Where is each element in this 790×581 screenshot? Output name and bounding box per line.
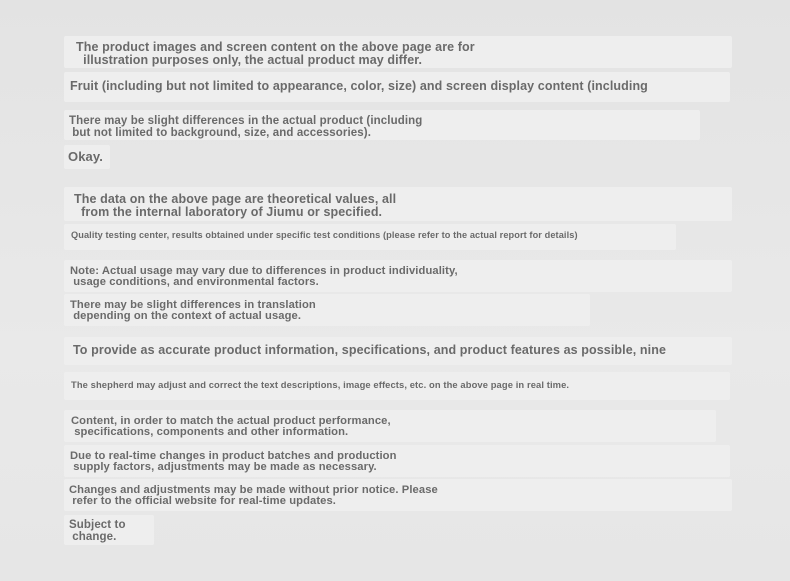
notice-images-illustration: The product images and screen content on the above page are for illustration purposes only, the actual product may differ. xyxy=(76,40,475,67)
notice-fruit-appearance: Fruit (including but not limited to appearance, color, size) and screen display content (including xyxy=(70,79,648,93)
notice-without-notice: Changes and adjustments may be made without prior notice. Please refer to the official website for real-time updates. xyxy=(69,484,438,508)
notice-translation: There may be slight differences in translation depending on the context of actual usage. xyxy=(70,299,316,323)
notice-accurate-info: To provide as accurate product information, specifications, and product features as possible, nine xyxy=(73,343,667,357)
notice-batch-changes: Due to real-time changes in product batches and production supply factors, adjustments may be made as necessary. xyxy=(70,450,397,474)
notice-slight-differences: There may be slight differences in the actual product (including but not limited to background, size, and accessories). xyxy=(69,115,423,139)
notice-actual-usage: Note: Actual usage may vary due to differences in product individuality, usage conditions, and environmental factors. xyxy=(70,265,458,289)
notice-content-match: Content, in order to match the actual product performance, specifications, components and other information. xyxy=(71,415,391,439)
notice-subject-to-change: Subject to change. xyxy=(69,519,126,543)
notice-okay: Okay. xyxy=(68,149,103,164)
notice-theoretical-values: The data on the above page are theoretical values, all from the internal laboratory of Jiumu or specified. xyxy=(74,192,397,219)
notice-shepherd-adjust: The shepherd may adjust and correct the text descriptions, image effects, etc. on the above page in real time. xyxy=(71,379,570,390)
notice-quality-testing: Quality testing center, results obtained under specific test conditions (please refer to the actual report for details) xyxy=(71,230,578,240)
